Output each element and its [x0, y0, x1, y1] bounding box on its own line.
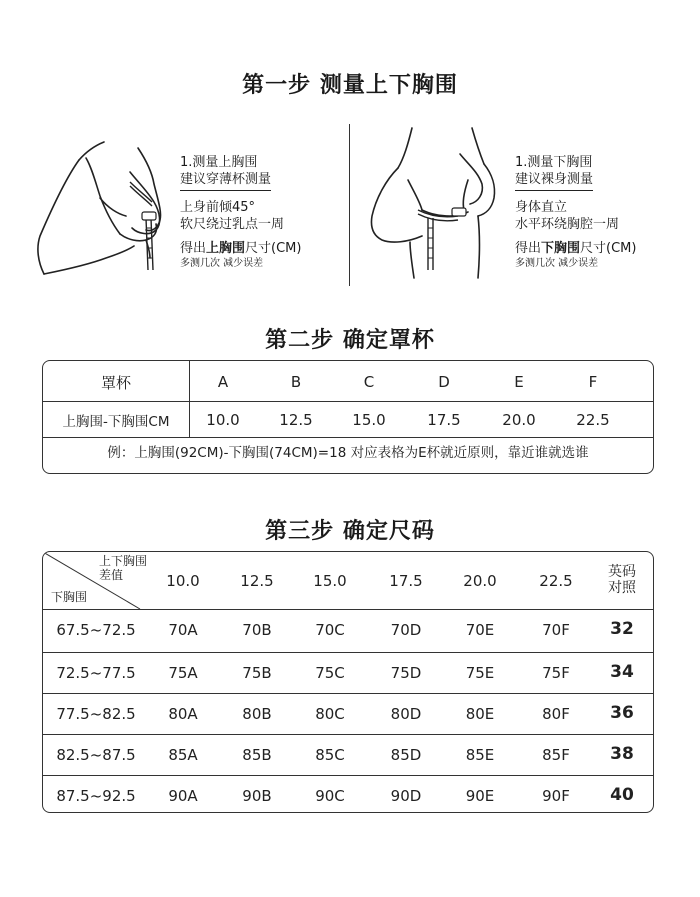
size-cell: 90F [542, 787, 570, 805]
size-header-diff: 22.5 [539, 572, 573, 590]
size-cell: 85D [390, 746, 422, 764]
diff-d: 17.5 [427, 411, 461, 429]
size-cell: 90C [315, 787, 345, 805]
size-cell: 75E [465, 664, 495, 682]
size-cell: 85A [168, 746, 198, 764]
cup-a: A [217, 373, 229, 391]
cup-c: C [363, 373, 375, 391]
left-step-note: 多测几次 减少误差 [180, 258, 264, 269]
cup-b: B [290, 373, 302, 391]
under-bust-range: 67.5~72.5 [56, 621, 136, 639]
size-cell: 90A [168, 787, 198, 805]
size-cell: 80E [465, 705, 495, 723]
size-header-diff: 15.0 [313, 572, 347, 590]
size-cell: 70B [242, 621, 272, 639]
size-table-rule [43, 609, 653, 610]
size-cell: 75B [242, 664, 272, 682]
left-step-instruction-2: 软尺绕过乳点一周 [180, 217, 285, 232]
size-cell: 70E [465, 621, 495, 639]
left-step-advice: 建议穿薄杯测量 [180, 171, 271, 191]
diff-row-header: 上胸围-下胸围CM [62, 414, 170, 430]
cup-table-rule [43, 401, 653, 402]
size-header-diff: 17.5 [389, 572, 423, 590]
eng-size: 32 [610, 619, 634, 639]
step1-divider [349, 124, 350, 286]
eng-size: 34 [610, 662, 634, 682]
cup-e: E [514, 373, 524, 391]
diff-row [43, 409, 653, 431]
size-cell: 70C [315, 621, 345, 639]
measure-upper-bust-illustration [34, 138, 174, 278]
cup-row-header: 罩杯 [100, 373, 131, 392]
under-bust-range: 72.5~77.5 [56, 664, 136, 682]
eng-size: 40 [610, 785, 634, 805]
cup-table-rule [43, 437, 653, 438]
size-header-diff: 10.0 [166, 572, 200, 590]
left-step-heading: 1.测量上胸围 [180, 155, 258, 170]
right-step-heading: 1.测量下胸围 [515, 155, 593, 170]
diff-b: 12.5 [279, 411, 313, 429]
size-table-rule [43, 693, 653, 694]
measure-under-bust-illustration [368, 124, 508, 282]
right-step-note: 多测几次 减少误差 [515, 258, 599, 269]
size-header-diff: 12.5 [240, 572, 274, 590]
size-cell: 80A [168, 705, 198, 723]
cup-row [43, 369, 653, 395]
size-cell: 85F [542, 746, 570, 764]
under-bust-range: 87.5~92.5 [56, 787, 136, 805]
left-step-result: 得出上胸围尺寸(CM) [180, 241, 302, 256]
size-cell: 70F [542, 621, 570, 639]
size-table-rule [43, 775, 653, 776]
under-bust-range: 77.5~82.5 [56, 705, 136, 723]
cup-f: F [588, 373, 598, 391]
size-header-diff: 20.0 [463, 572, 497, 590]
eng-size-header: 英码 对照 [608, 564, 636, 596]
size-cell: 80D [390, 705, 422, 723]
right-step-instruction-2: 水平环绕胸腔一周 [515, 217, 620, 232]
diff-f: 22.5 [576, 411, 610, 429]
size-cell: 80C [315, 705, 345, 723]
corner-label-top-2: 差值 [99, 568, 124, 582]
size-cell: 90D [390, 787, 422, 805]
size-cell: 85B [242, 746, 272, 764]
under-bust-range: 82.5~87.5 [56, 746, 136, 764]
eng-size: 38 [610, 744, 634, 764]
size-table-rule [43, 734, 653, 735]
size-cell: 70A [168, 621, 198, 639]
cup-d: D [438, 373, 450, 391]
cup-example-note: 例：上胸围(92CM)-下胸围(74CM)=18 对应表格为E杯就近原则，靠近谁就选谁 [107, 445, 589, 461]
right-step-advice: 建议裸身测量 [515, 171, 593, 191]
size-cell: 75F [542, 664, 570, 682]
corner-label-top-1: 上下胸围 [99, 554, 148, 568]
size-table-rule [43, 652, 653, 653]
size-cell: 75D [390, 664, 422, 682]
right-step-result: 得出下胸围尺寸(CM) [515, 241, 637, 256]
right-step-instruction-1: 身体直立 [515, 200, 568, 215]
diff-e: 20.0 [502, 411, 536, 429]
size-cell: 85E [465, 746, 495, 764]
step3-title: 第三步 确定尺码 [265, 519, 435, 544]
corner-label-bottom: 下胸围 [51, 590, 88, 604]
diff-a: 10.0 [206, 411, 240, 429]
left-step-instruction-1: 上身前倾45° [180, 200, 256, 215]
eng-size: 36 [610, 703, 634, 723]
size-cell: 90B [242, 787, 272, 805]
size-cell: 70D [390, 621, 422, 639]
diff-c: 15.0 [352, 411, 386, 429]
size-cell: 80B [242, 705, 272, 723]
size-table [42, 551, 654, 813]
cup-table [42, 360, 654, 474]
step1-title: 第一步 测量上下胸围 [242, 73, 458, 98]
step2-title: 第二步 确定罩杯 [265, 328, 435, 353]
size-cell: 80F [542, 705, 570, 723]
size-cell: 75C [315, 664, 345, 682]
size-cell: 90E [465, 787, 495, 805]
size-cell: 75A [168, 664, 198, 682]
size-cell: 85C [315, 746, 345, 764]
